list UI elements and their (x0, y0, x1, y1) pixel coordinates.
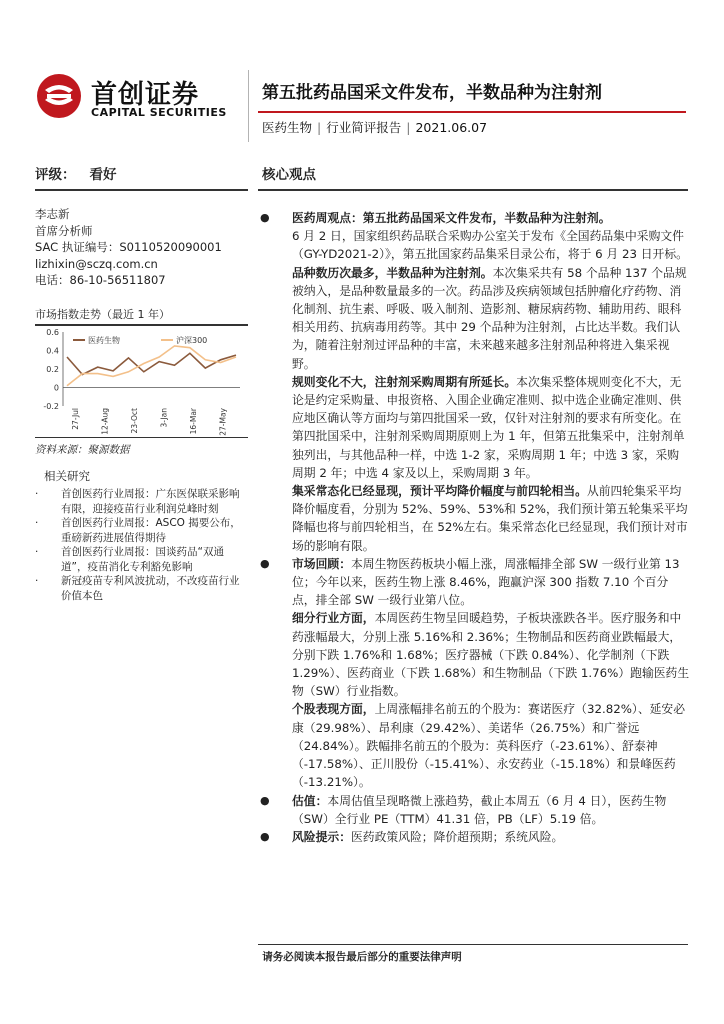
x-tick-label: 23-Oct (129, 408, 139, 434)
bullet-icon: ● (260, 211, 270, 224)
paragraph-text: 本周估值呈现略微上涨趋势，截止本周五（6 月 4 日），医药生物（SW）全行业 PE（TTM）41.31 倍，PB（LF）5.19 倍。 (292, 793, 667, 826)
y-tick-label: 0 (53, 383, 59, 393)
paragraph-text: 本周医药生物呈回暖趋势，子板块涨跌各半。医疗服务和中药涨幅最大，分别上涨 5.16%和 2.36%；生物制品和医药商业跌幅最大，分别下跌 1.76%和 1.68%；医疗器械（下跌 0.84%）、化学制剂（下跌 1.29%）、医药商业（下跌 1.68%）和生物制品（下跌 1.76%）跑输医药生物（SW）行业指数。 (292, 611, 690, 699)
paragraph-text: 本次集采整体规则变化不大，无论是约定采购量、申报资格、入围企业确定准则、拟中选企业确定准则、供应地区确认等方面均与第四批国采一致，仅针对注射剂的要求有所变化。在第四批国采中，注射剂采购周期原则上为 1 年，但第五批集采中，注射剂单独列出，与其他品种一样，中选 1-2 家，采购周期 1 年；中选 3 家，采购周期 2 年；中选 4 家及以上，采购周期 3 年。 (292, 374, 685, 480)
paragraph-text: 医药政策风险；降价超预期；系统风险。 (351, 829, 564, 844)
chart-source: 资料来源：聚源数据 (35, 444, 130, 456)
rating-value: 看好 (89, 167, 117, 183)
paragraph-lead: 集采常态化已经显现，预计平均降价幅度与前四轮相当。 (292, 484, 587, 499)
chart-top-rule (35, 324, 248, 326)
x-tick-label: 27-May (218, 408, 228, 436)
paragraph-lead: 细分行业方面， (292, 611, 375, 626)
report-subtitle (262, 118, 487, 136)
paragraph-text: 上周涨幅排名前五的个股为：赛诺医疗（32.82%）、延安必康（29.98%）、昂利康（29.42%）、美诺华（26.75%）和广誉远（24.84%）。跌幅排名前五的个股为：英科医疗（-23.61%）、舒泰神（-17.58%）、正川股份（-15.41%）、永安药业（-15.18%）和景峰医药（-13.21%）。 (292, 702, 686, 790)
y-tick-label: 0.4 (46, 346, 59, 356)
core-paragraph (258, 482, 690, 555)
paragraph-lead: 医药周观点：第五批药品国采文件发布，半数品种为注射剂。 (292, 211, 611, 225)
core-paragraph (258, 828, 690, 846)
x-tick-label: 12-Aug (100, 408, 110, 435)
paragraph-text: 6 月 2 日，国家组织药品联合采购办公室关于发布《全国药品集中采购文件（GY-YD2021-2）》，第五批国家药品集采目录公布，将于 6 月 23 日开标。 (292, 229, 688, 262)
core-paragraph (258, 555, 690, 610)
logo-mark-icon (35, 72, 83, 120)
rating (35, 163, 117, 183)
x-tick-label: 27-Jul (70, 408, 80, 430)
core-paragraph (258, 264, 690, 373)
bullet-icon: ● (260, 793, 270, 807)
chart-bottom-rule (35, 437, 248, 438)
paragraph-lead: 估值： (292, 793, 328, 808)
paragraph-lead: 品种数历次最多，半数品种为注射剂。 (292, 265, 493, 280)
y-tick-label: -0.2 (43, 402, 59, 411)
paragraph-text: 本次集采共有 58 个品种 137 个品规被纳入，是品种数量最多的一次。药品涉及疾病领域包括肿瘤化疗药物、消化制剂、抗生素、呼吸、吸入制剂、造影剂、糖尿病药物、辅助用药、眼科相关用药、抗病毒用药等。其中 29 个品种为注射剂，占比达半数。我们认为，随着注射剂过评品种的丰富，未来越来越多注射剂品种将进入集采视野。 (292, 265, 687, 371)
series-line (67, 353, 236, 374)
analyst-email[interactable]: lizhixin@sczq.com.cn (35, 256, 158, 271)
separator: | (406, 120, 411, 135)
analyst-phone: 电话：86-10-56511807 (35, 273, 166, 287)
paragraph-text: 本周生物医药板块小幅上涨，周涨幅排全部 SW 一级行业第 13 位；今年以来，医药生物上涨 8.46%，跑赢沪深 300 指数 7.10 个百分点，排全部 SW 一级行业第八位。 (292, 556, 680, 608)
chart-svg (35, 328, 245, 436)
analyst-title: 首席分析师 (35, 223, 93, 238)
bullet-icon: ● (260, 829, 270, 843)
y-tick-label: 0.6 (46, 328, 59, 337)
logo-chinese: 首创证券 (91, 80, 200, 110)
y-tick-label: 0.2 (46, 365, 59, 374)
related-research-list (35, 487, 247, 603)
related-research-title: 相关研究 (44, 469, 90, 483)
right-rule (258, 189, 688, 191)
legend-label: 医药生物 (88, 336, 120, 345)
core-paragraph (258, 227, 690, 263)
logo-english: CAPITAL SECURITIES (91, 106, 227, 119)
left-rule (35, 189, 248, 191)
footer-rule (258, 944, 688, 945)
report-date: 2021.06.07 (415, 120, 488, 135)
related-item[interactable]: · 新冠疫苗专利风波扰动，不改疫苗行业价值本色 (35, 574, 247, 603)
core-paragraph (258, 700, 690, 791)
core-view-body (258, 209, 690, 846)
analyst-sac: SAC 执证编号：S0110520090001 (35, 240, 222, 254)
related-item[interactable]: · 首创医药行业周报：广东医保联采影响有限，迎接疫苗行业利润兑峰时刻 (35, 487, 247, 516)
x-tick-label: 16-Mar (188, 408, 198, 435)
title-underline (258, 111, 686, 113)
core-paragraph (258, 209, 690, 227)
legend-label: 沪深300 (176, 336, 208, 345)
market-index-chart (35, 302, 240, 457)
related-item[interactable]: · 首创医药行业周报：国谈药品“双通道”，疫苗消化专利豁免影响 (35, 545, 247, 574)
paragraph-lead: 风险提示： (292, 829, 351, 844)
legal-footer: 请务必阅读本报告最后部分的重要法律声明 (262, 951, 462, 963)
report-title: 第五批药品国采文件发布，半数品种为注射剂 (262, 83, 602, 103)
report-type: 行业简评报告 (326, 120, 402, 135)
company-logo (35, 72, 235, 122)
chart-title: 市场指数走势（最近 1 年） (35, 308, 170, 321)
core-paragraph (258, 792, 690, 828)
rating-label: 评级： (35, 167, 76, 183)
bullet-icon: ● (260, 556, 270, 570)
separator: | (317, 120, 322, 135)
analyst-info (35, 206, 222, 289)
analyst-name: 李志新 (35, 207, 70, 221)
paragraph-lead: 市场回顾： (292, 556, 351, 571)
paragraph-text: 从前四轮集采平均降价幅度看，分别为 52%、59%、53%和 52%，我们预计第五轮集采平均降幅也将与前四轮相当，在 52%左右。集采常态化已经显现，我们预计对市场的影响有限。 (292, 484, 688, 553)
paragraph-lead: 个股表现方面， (292, 702, 375, 717)
industry-label: 医药生物 (262, 120, 313, 135)
core-paragraph (258, 609, 690, 700)
related-item[interactable]: · 首创医药行业周报：ASCO 揭要公布，重磅新药进展值得期待 (35, 516, 247, 545)
core-view-title: 核心观点 (262, 167, 316, 183)
x-tick-label: 3-Jan (159, 408, 169, 428)
header-divider (248, 70, 249, 142)
core-paragraph (258, 373, 690, 482)
paragraph-lead: 规则变化不大，注射剂采购周期有所延长。 (292, 374, 517, 389)
